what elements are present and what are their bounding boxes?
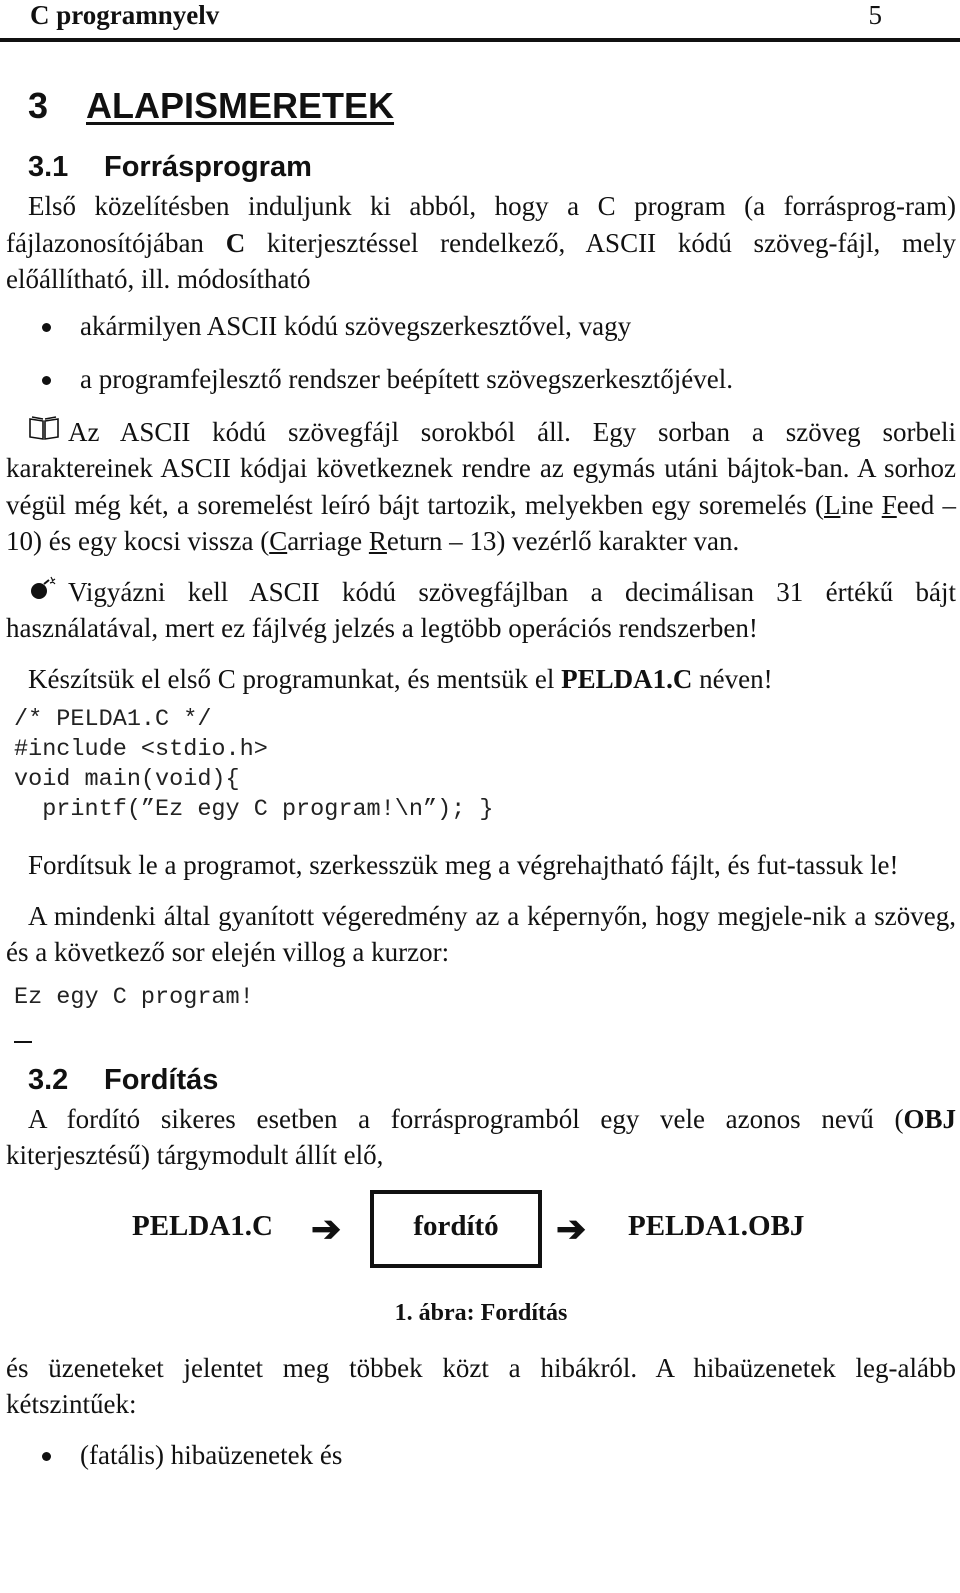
text-run: kiterjesztéssel rendelkező, ASCII kódú szöveg-fájl, mely előállítható, ill. módosítható xyxy=(6,227,956,294)
text-run: arriage xyxy=(287,526,369,556)
note-paragraph xyxy=(6,414,956,560)
warning-paragraph xyxy=(6,574,956,647)
compile-figure xyxy=(6,1190,956,1350)
text-run: R xyxy=(368,526,387,556)
book-icon xyxy=(28,414,68,451)
bullet-icon xyxy=(42,1452,51,1461)
code-listing: /* PELDA1.C */ #include <stdio.h> void main(void){ printf(”Ez egy C program!\n”); } xyxy=(14,706,494,823)
intro-paragraph xyxy=(6,188,956,298)
bullet-list-errors xyxy=(6,1437,956,1474)
page-content xyxy=(6,80,956,1473)
section-title: Forrásprogram xyxy=(104,151,312,183)
result-paragraph: A mindenki által gyanított végeredmény az a képernyőn, hogy megjele-nik a szöveg, és a következő sor elején villog a kurzor: xyxy=(6,900,956,967)
text-run: eturn – 13) vezérlő karakter van. xyxy=(386,526,740,556)
chapter-title: ALAPISMERETEK xyxy=(86,85,395,126)
instruction-paragraph xyxy=(6,661,956,698)
text-run: kiterjesztésű) tárgymodult állít elő, xyxy=(6,1140,384,1170)
text-run: ine xyxy=(840,489,882,520)
bold-run: OBJ xyxy=(903,1103,956,1134)
text-run: Az ASCII kódú szövegfájl sorokból áll. Egy sorban a szöveg sorbeli karaktereinek ASCII kódjai következnek rendre az egymás utáni bájtok-ban. A sorhoz végül még két, a soremelést leíró bájt tartozik, melyekben egy soremelés ( xyxy=(6,416,956,520)
figure-source-file: PELDA1.C xyxy=(132,1209,273,1242)
arrow-right-icon: ➔ xyxy=(311,1208,342,1249)
compiler-box xyxy=(370,1190,542,1268)
list-item xyxy=(6,308,956,345)
list-item-text: akármilyen ASCII kódú szövegszerkesztővel, vagy xyxy=(80,310,632,341)
bomb-icon xyxy=(28,574,68,611)
program-output: Ez egy C program! xyxy=(14,983,254,1011)
chapter-number: 3 xyxy=(28,85,49,126)
page-number: 5 xyxy=(868,0,882,30)
compile-paragraph: Fordítsuk le a programot, szerkesszük meg a végrehajtható fájlt, és fut-tassuk le! xyxy=(28,850,899,880)
section-title: Fordítás xyxy=(104,1063,219,1096)
text-run: Első közelítésben induljunk ki abból, hogy a C program (a forrásprog-ram) fájlazonosítójában xyxy=(6,191,956,258)
list-item-text: a programfejlesztő rendszer beépített szövegszerkesztőjével. xyxy=(80,364,733,394)
chapter-heading xyxy=(6,80,956,132)
bold-run: C xyxy=(225,227,246,258)
section-heading-3-2 xyxy=(6,1059,956,1101)
section-heading-3-1 xyxy=(6,146,956,188)
text-run: C xyxy=(269,526,288,556)
figure-caption: 1. ábra: Fordítás xyxy=(394,1299,568,1326)
list-item-text: (fatális) hibaüzenetek és xyxy=(80,1439,343,1470)
section-number: 3.1 xyxy=(28,151,69,183)
text-run: A fordító sikeres esetben a forrásprogramból egy vele azonos nevű ( xyxy=(28,1103,904,1134)
text-run: eed – 10) és egy kocsi vissza ( xyxy=(6,489,956,556)
text-run: néven! xyxy=(692,663,773,694)
text-run: Vigyázni kell ASCII kódú szövegfájlban a decimálisan 31 értékű bájt használatával, mert ez fájlvég jelzés a legtöbb operációs rendszerben! xyxy=(6,576,956,643)
list-item xyxy=(6,361,956,398)
page-header xyxy=(0,0,960,42)
compiler-label: fordító xyxy=(413,1209,499,1242)
list-item xyxy=(6,1437,956,1474)
section-number: 3.2 xyxy=(28,1063,69,1096)
bold-run: PELDA1.C xyxy=(561,663,693,694)
bullet-list-editors xyxy=(6,308,956,398)
figure-target-file: PELDA1.OBJ xyxy=(628,1209,805,1242)
cursor-line xyxy=(6,1013,956,1055)
text-run: L xyxy=(823,489,841,520)
cursor-icon xyxy=(14,1041,32,1043)
text-run: Készítsük el első C programunkat, és mentsük el xyxy=(28,663,562,694)
bullet-icon xyxy=(42,323,51,332)
messages-paragraph: és üzeneteket jelentet meg többek közt a hibákról. A hibaüzenetek leg-alább kétszintűek: xyxy=(6,1352,956,1419)
obj-paragraph xyxy=(6,1101,956,1174)
arrow-right-icon: ➔ xyxy=(556,1208,587,1249)
running-title: C programnyelv xyxy=(30,0,220,30)
text-run: F xyxy=(881,489,897,520)
bullet-icon xyxy=(42,376,51,385)
